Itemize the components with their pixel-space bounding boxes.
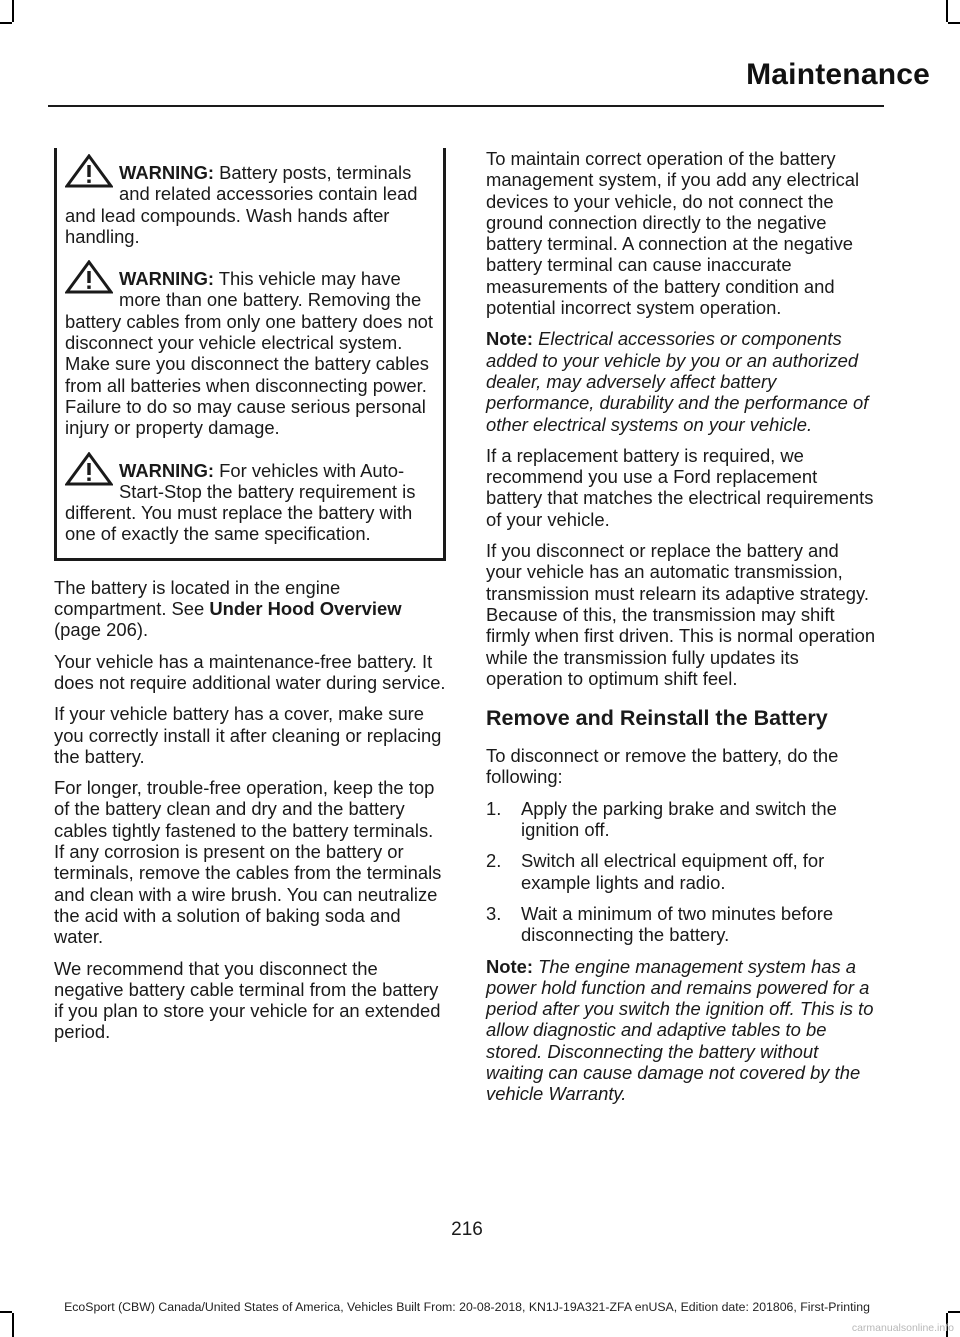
- warning-triangle-icon: [65, 452, 113, 486]
- crop-mark: [12, 1313, 14, 1337]
- step-number: 1.: [486, 797, 502, 819]
- step-number: 2.: [486, 850, 502, 872]
- header-rule: [48, 105, 884, 107]
- paragraph: Your vehicle has a maintenance-free battery. It does not require additional water during service.: [54, 650, 446, 693]
- step-text: Apply the parking brake and switch the ignition off.: [521, 797, 837, 841]
- page-number: 216: [451, 1219, 483, 1240]
- list-item: [486, 798, 878, 841]
- cross-reference-link[interactable]: Under Hood Overview: [209, 598, 402, 620]
- warning-box: [54, 148, 446, 561]
- list-item: [486, 903, 878, 946]
- note-text: Electrical accessories or components added to your vehicle by you or an authorized dealer, may adversely affect battery performance, durability and the performance of other electrical systems on your vehicle.: [486, 328, 869, 435]
- left-column: [54, 148, 446, 1053]
- watermark: carmanualsonline.info: [851, 1322, 954, 1334]
- crop-mark: [946, 0, 948, 22]
- step-text: Switch all electrical equipment off, for example lights and radio.: [521, 850, 825, 893]
- step-number: 3.: [486, 902, 502, 924]
- paragraph: To disconnect or remove the battery, do the following:: [486, 745, 839, 788]
- paragraph: For longer, trouble-free operation, keep the top of the battery clean and dry and the battery cables tightly fastened to the battery terminals. If any corrosion is present on the battery or terminals, remove the cables from the terminals and clean with a wire brush. You can neutralize the acid with a solution of baking soda and water.: [54, 777, 442, 948]
- warning-triangle-icon: [65, 260, 113, 294]
- warning-text: This vehicle may have more than one battery. Removing the battery cables from only one battery does not disconnect your vehicle electrical system. Make sure you disconnect the battery cables from all batteries when disconnecting power. Failure to do so may cause serious personal injury or property damage.: [65, 268, 434, 439]
- paragraph: We recommend that you disconnect the negative battery cable terminal from the battery if you plan to store your vehicle for an extended period.: [54, 957, 441, 1043]
- footer-text: EcoSport (CBW) Canada/United States of America, Vehicles Built From: 20-08-2018, KN1J-19A321-ZFA enUSA, Edition date: 201806, First-Printing: [64, 1300, 870, 1314]
- step-text: Wait a minimum of two minutes before disconnecting the battery.: [521, 902, 834, 946]
- paragraph-text: (page 206).: [54, 619, 149, 641]
- paragraph: [54, 577, 446, 641]
- note-label: Note:: [486, 955, 533, 977]
- warning-text: Battery posts, terminals and related accessories contain lead and lead compounds. Wash hands after handling.: [65, 162, 418, 247]
- warning-label: WARNING:: [119, 459, 215, 481]
- paragraph-text: The battery is located in the engine compartment. See: [54, 576, 341, 620]
- warning-item: [65, 268, 435, 438]
- note: [486, 956, 878, 1105]
- paragraph: To maintain correct operation of the battery management system, if you add any electrical devices to your vehicle, do not connect the ground connection directly to the negative battery terminal. A connection at the negative battery terminal can cause inaccurate measurements of the battery condition and potential incorrect system operation.: [486, 148, 860, 319]
- section-heading: Remove and Reinstall the Battery: [486, 706, 828, 731]
- warning-item: [65, 460, 435, 545]
- note-text: The engine management system has a power hold function and remains powered for a period after you switch the ignition off. This is to allow diagnostic and adaptive tables to be stored. Disconnecting the battery without waiting can cause damage not covered by the vehicle Warranty.: [486, 955, 874, 1105]
- warning-label: WARNING:: [119, 268, 215, 290]
- page-title: Maintenance: [746, 58, 930, 91]
- crop-mark: [948, 22, 960, 24]
- crop-mark: [12, 0, 14, 22]
- warning-text: For vehicles with Auto-Start-Stop the battery requirement is different. You must replace the battery with one of exactly the same specification.: [65, 459, 416, 545]
- crop-mark: [948, 1311, 960, 1313]
- paragraph: If a replacement battery is required, we recommend you use a Ford replacement battery that matches the electrical requirements of your vehicle.: [486, 444, 874, 530]
- warning-item: [65, 162, 435, 247]
- right-column: [486, 148, 878, 1115]
- paragraph: If your vehicle battery has a cover, make sure you correctly install it after cleaning or replacing the battery.: [54, 703, 442, 767]
- note-label: Note:: [486, 328, 533, 350]
- steps-list: [486, 798, 878, 946]
- crop-mark: [0, 22, 12, 24]
- paragraph: If you disconnect or replace the battery and your vehicle has an automatic transmission, transmission must relearn its adaptive strategy. Because of this, the transmission may shift firmly when first driven. This is normal operation while the transmission fully updates its operation to optimum shift feel.: [486, 540, 876, 689]
- list-item: [486, 850, 878, 893]
- warning-triangle-icon: [65, 154, 113, 188]
- warning-label: WARNING:: [119, 162, 215, 183]
- note: [486, 328, 878, 434]
